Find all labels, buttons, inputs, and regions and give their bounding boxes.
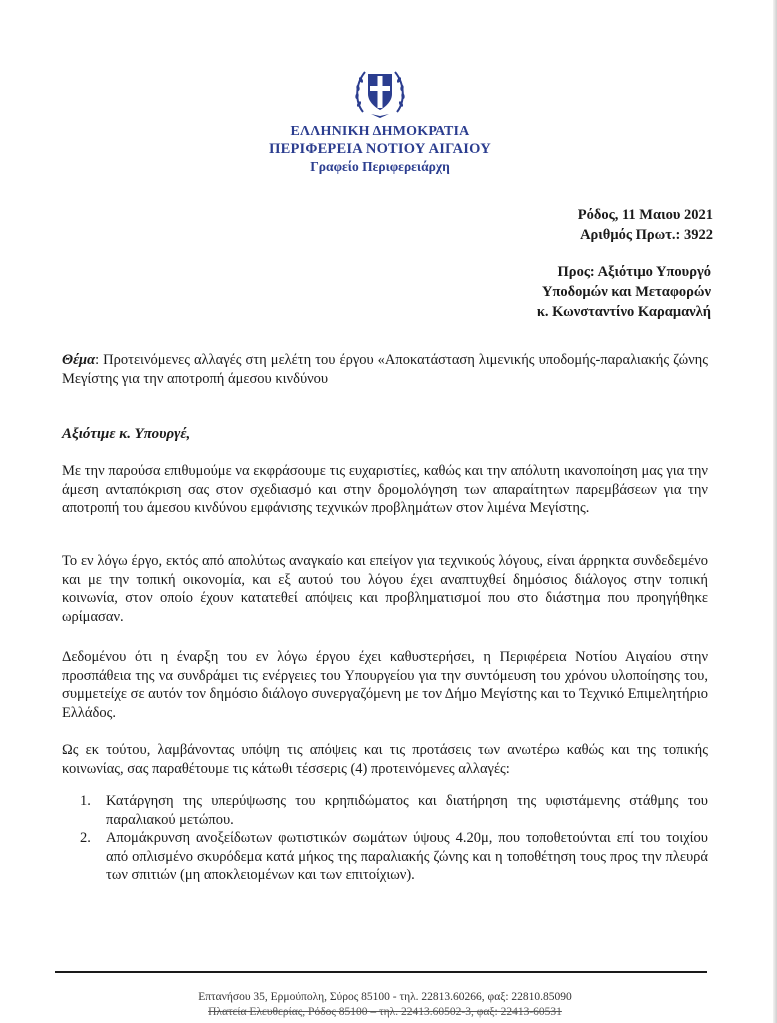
recipient-line-2: Υποδομών και Μεταφορών <box>541 284 711 300</box>
letterhead-country: ΕΛΛΗΝΙΚΗ ΔΗΜΟΚΡΑΤΙΑ <box>290 124 470 139</box>
footer-divider <box>55 971 707 973</box>
letterhead-office: Γραφείο Περιφερειάρχη <box>310 159 450 174</box>
list-item <box>62 792 708 829</box>
letterhead-region: ΠΕΡΙΦΕΡΕΙΑ ΝΟΤΙΟΥ ΑΙΓΑΙΟΥ <box>269 141 491 157</box>
date-block <box>578 205 713 245</box>
place-date: Ρόδος, 11 Μαιου 2021 <box>577 207 713 223</box>
list-item-text: Απομάκρυνση ανοξείδωτων φωτιστικών σωμάτων ύψους 4.20μ, που τοποθετούνται επί του τοιχίου από οπλισμένο σκυρόδεμα κατά μήκος της παραλιακής ζώνης και η τοποθέτηση τους προς την πλευρά των σπιτιών (μη αποκλειομένων και των επιτοίχιων). <box>106 830 708 883</box>
subject-line <box>62 351 708 388</box>
list-item-text: Κατάργηση της υπερύψωσης του κρηπιδώματος και διατήρηση της υφιστάμενης στάθμης του παραλιακού μετώπου. <box>106 793 708 828</box>
salutation: Αξιότιμε κ. Υπουργέ, <box>62 426 191 442</box>
list-item <box>62 829 708 885</box>
list-item-number: 1. <box>80 793 91 809</box>
protocol-number: Αριθμός Πρωτ.: 3922 <box>580 227 713 243</box>
paragraph: Δεδομένου ότι η έναρξη του εν λόγω έργου έχει καθυστερήσει, η Περιφέρεια Νοτίου Αιγαίου στην προσπάθεια της να συνδράμει τις ενέργειες του Υπουργείου για την συντόμευση του χρόνου υλοποίησης του, συμμετείχε σε αυτόν τον δημόσιο διάλογο συνεργαζόμενη με τον Δήμο Μεγίστης και το Τεχνικό Επιμελητήριο Ελλάδος. <box>62 649 708 721</box>
paragraph: Το εν λόγω έργο, εκτός από απολύτως αναγκαίο και επείγον για τεχνικούς λόγους, είναι άρρηκτα συνδεδεμένο και με την τοπική οικονομία, και εξ αυτού του λόγου έχει αναπτυχθεί δημόσιος διάλογος στην τοπική κοινωνία, στον οποίο έχουν κατατεθεί απόψεις και προβληματισμοί που στο διάστημα που προηγήθηκε ωρίμασαν. <box>62 553 708 625</box>
paragraph: Ως εκ τούτου, λαμβάνοντας υπόψη τις απόψεις και τις προτάσεις των ανωτέρω καθώς και της τοπικής κοινωνίας, σας παραθέτουμε τις κάτωθι τέσσερις (4) προτεινόμενες αλλαγές: <box>62 742 708 777</box>
proposal-list <box>62 792 708 885</box>
list-item-number: 2. <box>80 830 91 846</box>
recipient-line-3: κ. Κωνσταντίνο Καραμανλή <box>536 304 711 320</box>
paragraph: Με την παρούσα επιθυμούμε να εκφράσουμε τις ευχαριστίες, καθώς και την απόλυτη ικανοποίηση μας για την άμεση ανταπόκριση σας στον σχεδιασμό και στην δρομολόγηση των απαραίτητων παρεμβάσεων για την αποτροπή του άμεσου κινδύνου εμφάνισης τεχνικών προβλημάτων στον λιμένα Μεγίστης. <box>62 463 708 516</box>
footer-address-syros: Επτανήσου 35, Ερμούπολη, Σύρος 85100 - τηλ. 22813.60266, φαξ: 22810.85090 <box>198 991 572 1003</box>
footer <box>62 990 708 1020</box>
footer-address-rhodes: Πλατεία Ελευθερίας, Ρόδος 85100 – τηλ. 22413.60502-3, φαξ: 22413-60531 <box>208 1006 562 1018</box>
subject-text: : Προτεινόμενες αλλαγές στη μελέτη του έργου «Αποκατάσταση λιμενικής υποδομής-παραλιακής ζώνης Μεγίστης για την αποτροπή άμεσου κινδύνου <box>62 352 708 387</box>
letterhead <box>230 123 530 175</box>
page-edge-shadow <box>773 0 777 1023</box>
recipient-line-1: Προς: Αξιότιμο Υπουργό <box>557 264 711 280</box>
recipient-block <box>537 262 711 322</box>
subject-label: Θέμα <box>62 352 96 368</box>
greek-coat-of-arms-icon <box>353 62 407 120</box>
